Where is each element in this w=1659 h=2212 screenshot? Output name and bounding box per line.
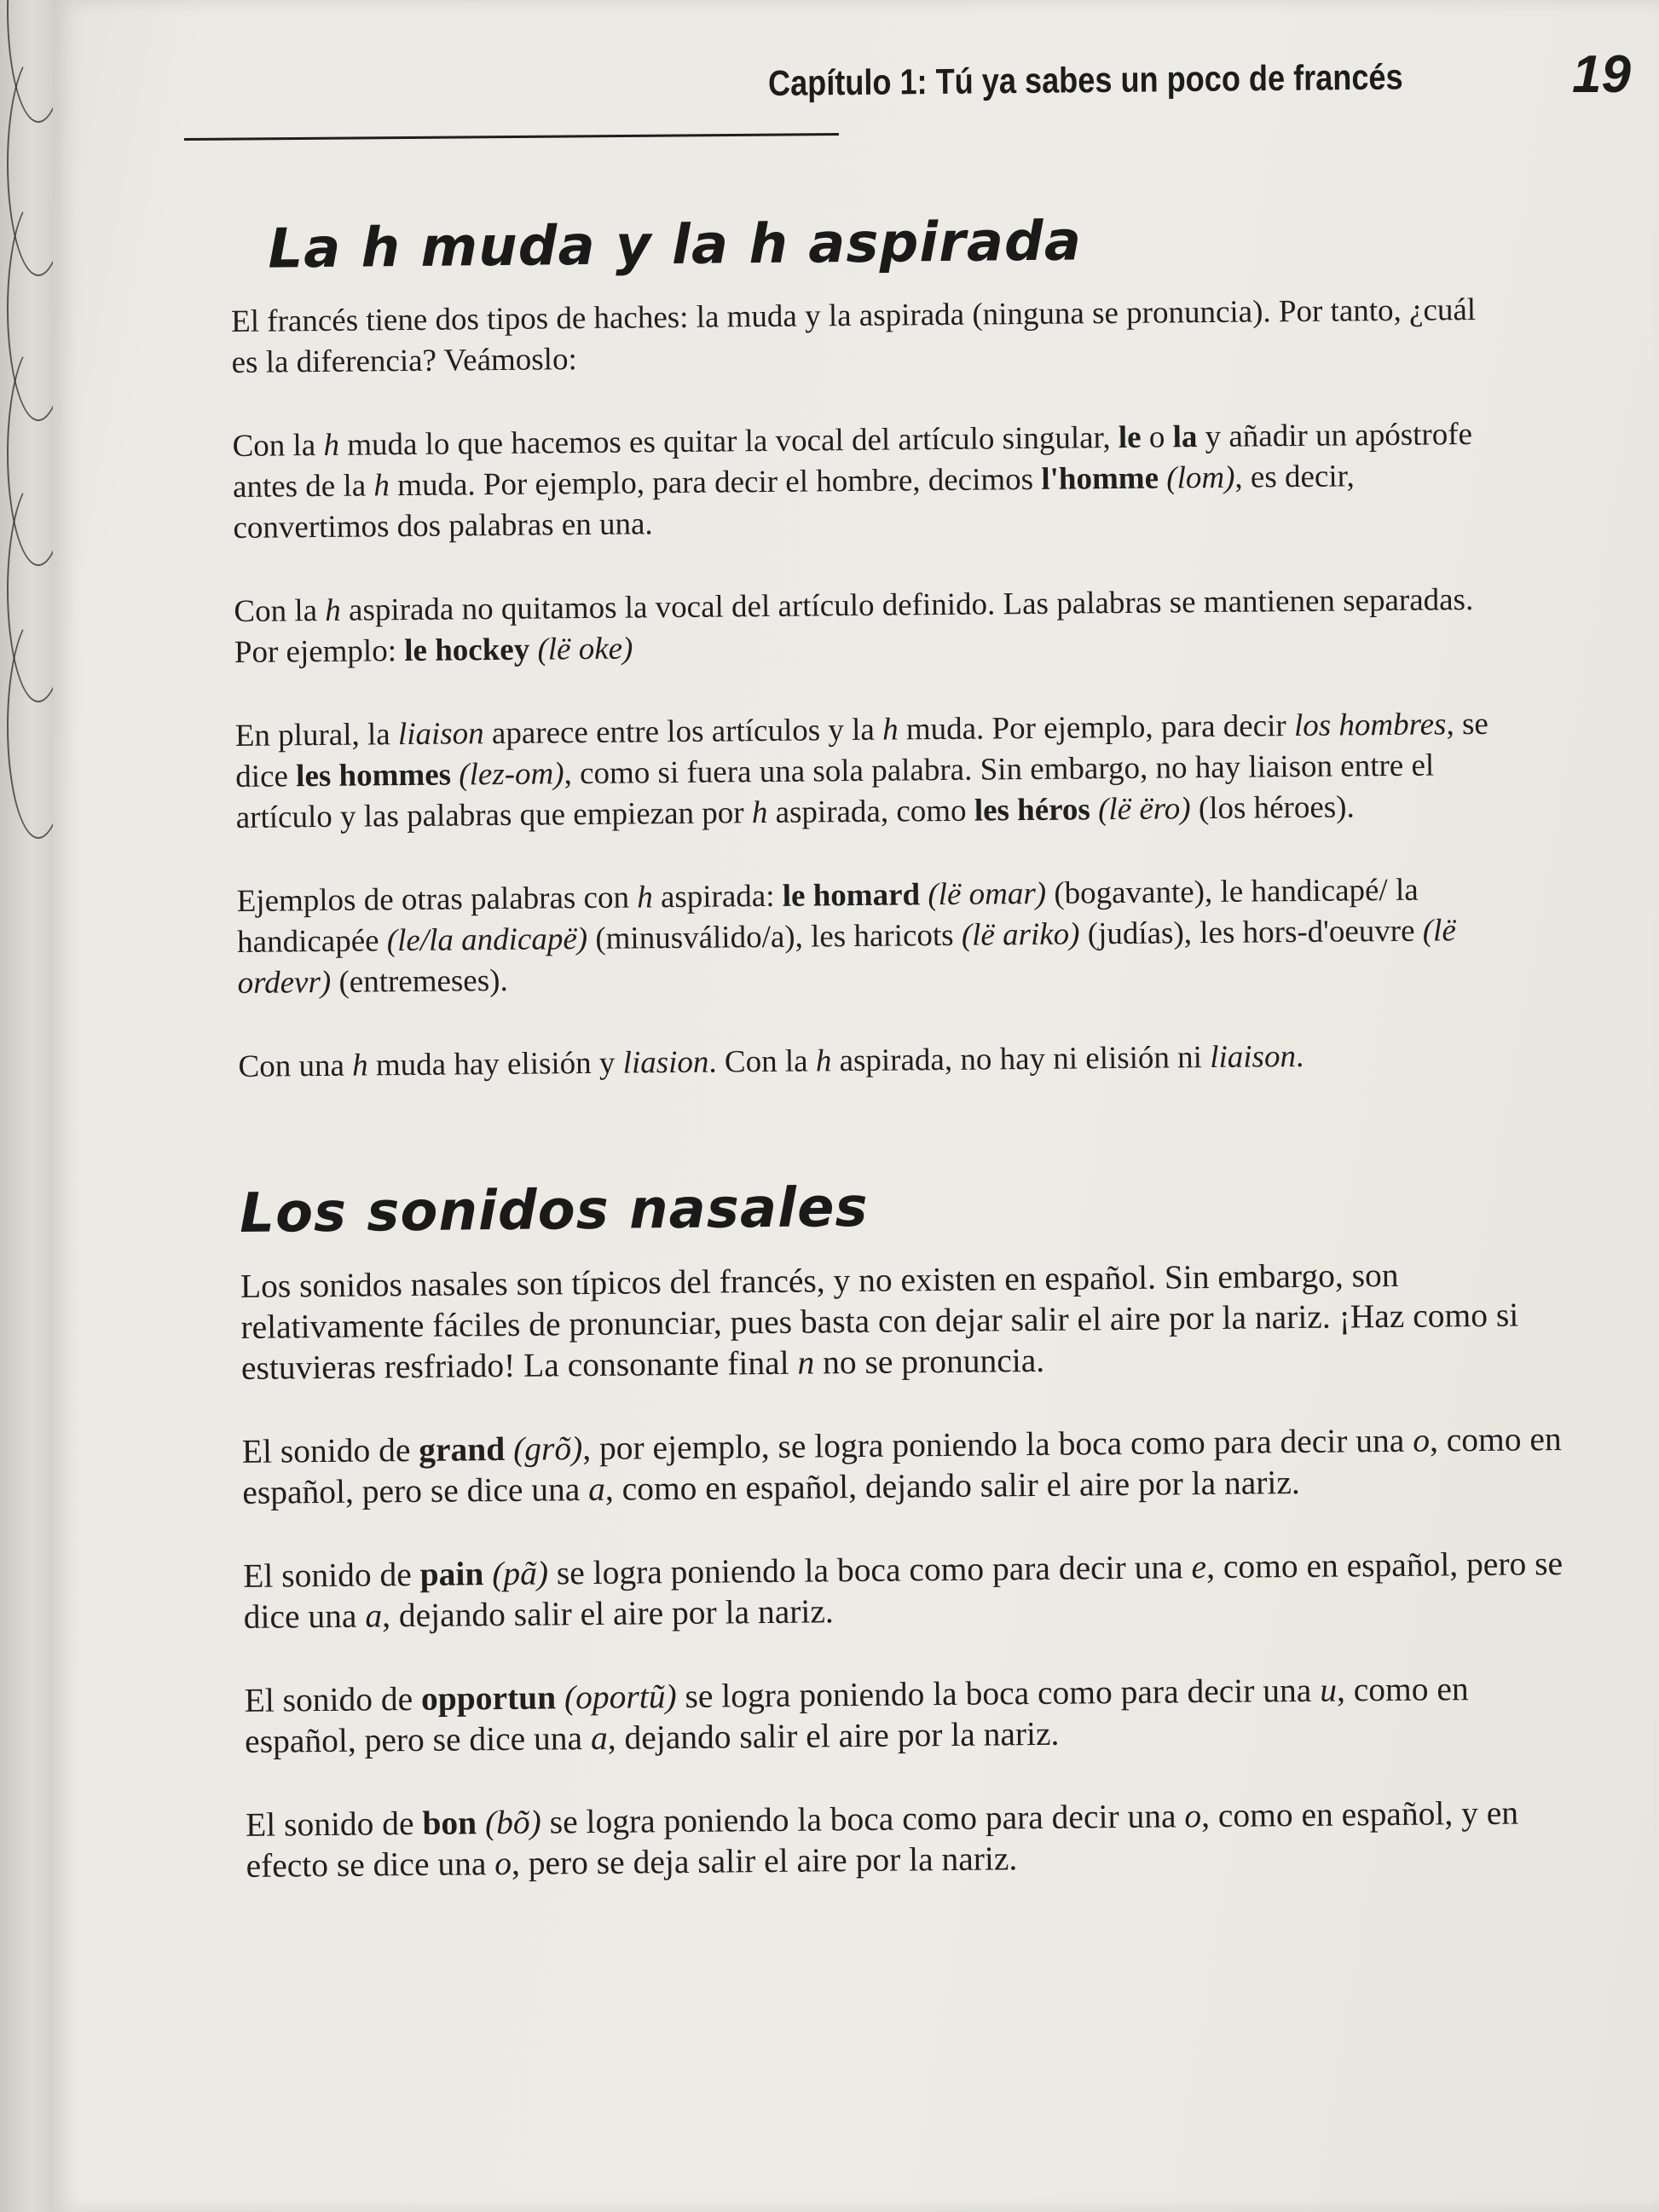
page-content	[230, 205, 1576, 1928]
text-run: aparece entre los artículos y la	[483, 712, 883, 751]
text-run: (los héroes).	[1190, 789, 1355, 827]
text-run: (lez-om)	[459, 756, 564, 793]
paragraph	[243, 1543, 1574, 1637]
text-run: .	[1295, 1038, 1304, 1074]
text-run: o	[1412, 1421, 1431, 1459]
text-run: liaison	[1210, 1038, 1297, 1075]
paragraph: El francés tiene dos tipos de haches: la muda y la aspirada (ninguna se pronuncia). Por tanto, ¿cuál es la diferencia? Veámoslo:	[230, 292, 1477, 380]
text-run: (le/la andicapë)	[386, 921, 588, 959]
paragraph	[232, 413, 1512, 548]
text-run: se logra poniendo la boca como para decir una	[540, 1796, 1185, 1841]
text-run: (lë ariko)	[961, 916, 1080, 953]
section-sonidos-nasales	[240, 1169, 1576, 1886]
text-run: grand	[419, 1429, 506, 1469]
paragraph	[235, 703, 1515, 838]
text-run: , como en español, pero se dice una	[242, 1419, 1562, 1511]
text-run: aspirada:	[652, 878, 783, 915]
section-h-muda-aspirada	[230, 205, 1569, 1088]
text-run: se logra poniendo la boca como para decir una	[547, 1547, 1192, 1592]
text-run: , como en español, pero se dice una	[244, 1669, 1469, 1760]
text-run: muda. Por ejemplo, para decir	[898, 707, 1295, 748]
text-run: (pã)	[491, 1554, 549, 1592]
text-run: a	[590, 1718, 608, 1757]
text-run: a	[587, 1470, 606, 1508]
text-run: o	[1184, 1796, 1202, 1834]
paragraph	[242, 1418, 1573, 1513]
text-run: Con una	[238, 1048, 353, 1084]
text-run: Ejemplos de otras palabras con	[236, 880, 638, 919]
text-run: n	[797, 1343, 815, 1382]
text-run: (grõ)	[512, 1429, 583, 1468]
text-run: opportun	[420, 1678, 557, 1718]
running-header	[133, 43, 1633, 145]
chapter-title: Capítulo 1: Tú ya sabes un poco de francés	[767, 56, 1403, 103]
text-run: le hockey	[404, 632, 530, 668]
text-run: pain	[419, 1554, 484, 1593]
text-run: muda hay elisión y	[367, 1045, 623, 1083]
text-run: (lë oke)	[537, 631, 633, 667]
text-run: aspirada, no hay ni elisión ni	[831, 1039, 1211, 1079]
text-run: y añadir un apóstrofe antes de la	[232, 416, 1473, 505]
text-run: , dejando salir el aire por la nariz.	[381, 1591, 834, 1634]
paragraph	[244, 1667, 1575, 1762]
text-run: o	[1141, 419, 1173, 455]
text-run: les hommes	[295, 757, 452, 794]
text-run: (judías), les hors-d'oeuvre	[1079, 913, 1423, 952]
text-run: h	[882, 712, 899, 748]
text-run: . Con la	[708, 1043, 817, 1080]
text-run: aspirada, como	[767, 793, 975, 830]
text-run: (bõ)	[484, 1803, 542, 1841]
text-run: (entremeses).	[331, 962, 508, 1000]
text-run: h	[751, 794, 768, 830]
text-run: se logra poniendo la boca como para decir una	[676, 1671, 1321, 1715]
text-run: (oportũ)	[564, 1677, 677, 1716]
paragraph	[234, 579, 1513, 673]
text-run: h	[351, 1048, 368, 1083]
text-run: le	[1118, 419, 1142, 455]
text-run	[451, 757, 460, 792]
text-run: bon	[422, 1803, 477, 1842]
text-run: El sonido de	[244, 1679, 422, 1719]
previous-page-edge	[0, 0, 53, 2212]
text-run: , es decir, convertimos dos palabras en una.	[233, 459, 1355, 546]
text-run: (lom)	[1166, 459, 1235, 496]
text-run: , dejando salir el aire por la nariz.	[607, 1714, 1060, 1757]
text-run: los hombres	[1293, 707, 1447, 743]
text-run: liasion	[622, 1044, 709, 1081]
text-run: Los sonidos nasales son típicos del francés, y no existen en español. Sin embargo, son relativamente fáciles de pronunciar, pues basta con dejar salir el aire por la nariz. ¡Haz como si estuvieras resfriado! La consonante final	[240, 1256, 1519, 1387]
text-run	[483, 1555, 492, 1592]
paragraph	[240, 1253, 1571, 1389]
text-run: (minusválido/a), les haricots	[587, 917, 962, 956]
paragraph	[246, 1792, 1576, 1886]
text-run: Con la	[232, 427, 324, 464]
text-run: El sonido de	[245, 1804, 423, 1844]
text-run: , pero se deja salir el aire por la nariz.	[511, 1839, 1018, 1882]
text-run: liaison	[397, 715, 484, 752]
text-run: h	[373, 468, 390, 504]
header-rule	[184, 133, 839, 141]
text-run: , como en español, y en efecto se dice una	[246, 1793, 1519, 1885]
text-run: (lë omar)	[928, 875, 1047, 912]
text-run: , por ejemplo, se logra poniendo la boca como para decir una	[582, 1421, 1413, 1467]
text-run: h	[323, 427, 340, 463]
page-number: 19	[1572, 45, 1631, 104]
text-run: o	[494, 1844, 512, 1882]
text-run: , como en español, pero se dice una	[243, 1544, 1564, 1636]
text-run: (lë ëro)	[1097, 791, 1191, 828]
section-heading: La h muda y la h aspirada	[268, 210, 1083, 281]
text-run: aspirada no quitamos la vocal del artículo definido. Las palabras se mantienen separadas. Por ejemplo:	[234, 581, 1474, 670]
text-run	[529, 632, 538, 667]
text-run	[477, 1804, 485, 1841]
text-run: u	[1319, 1671, 1338, 1709]
text-run: (lë ordevr)	[237, 913, 1456, 1001]
paragraph	[236, 869, 1516, 1003]
text-run: , se dice	[235, 706, 1488, 794]
text-run: El sonido de	[243, 1555, 420, 1595]
text-run: , como en español, dejando salir el aire por la nariz.	[604, 1463, 1301, 1508]
text-run: a	[365, 1596, 383, 1635]
text-run: la	[1172, 419, 1198, 455]
text-run: El sonido de	[241, 1430, 419, 1470]
text-run: e	[1191, 1547, 1207, 1585]
text-run: h	[815, 1043, 832, 1079]
text-run: En plural, la	[234, 716, 399, 754]
text-run	[920, 877, 928, 912]
text-run: les héros	[974, 792, 1091, 829]
section-heading: Los sonidos nasales	[239, 1175, 869, 1245]
text-run: no se pronuncia.	[814, 1341, 1045, 1382]
text-run: l'homme	[1041, 460, 1159, 497]
text-run: , como si fuera una sola palabra. Sin embargo, no hay liaison entre el artículo y las palabras que empiezan por	[235, 748, 1435, 835]
text-run: h	[325, 592, 342, 628]
text-run: (bogavante), le handicapé/ la handicapée	[236, 872, 1419, 960]
paragraph	[238, 1034, 1517, 1087]
text-run: h	[637, 880, 653, 915]
text-run: le homard	[782, 877, 921, 914]
text-run: Con la	[234, 592, 326, 629]
text-run: muda. Por ejemplo, para decir el hombre, decimos	[389, 461, 1042, 504]
text-run: muda lo que hacemos es quitar la vocal del artículo singular,	[338, 419, 1119, 463]
